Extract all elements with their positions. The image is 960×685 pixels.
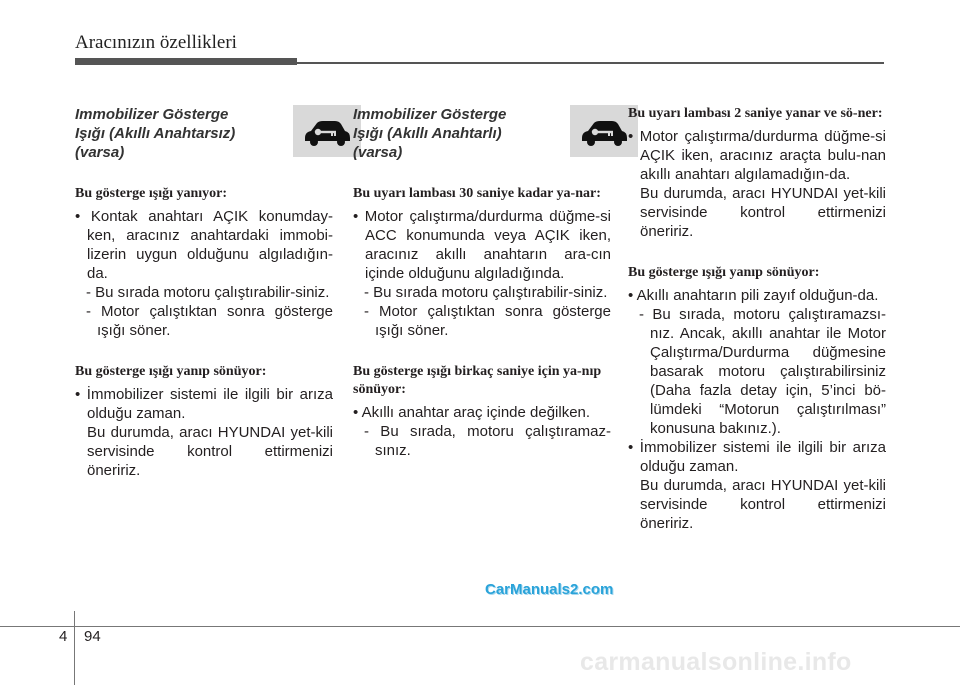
dash-item: - Motor çalıştıktan sonra gösterge ışığı söner.: [86, 303, 333, 339]
bullet-item: • Akıllı anahtarın pili zayıf olduğun-da.: [628, 287, 879, 304]
paragraph: Bu durumda, aracı HYUNDAI yet-kili servisinde kontrol ettirmenizi öneririz.: [87, 424, 333, 479]
bullet-item: • İmmobilizer sistemi ile ilgili bir arıza olduğu zaman.: [628, 439, 886, 475]
subheading: Bu gösterge ışığı yanıp sönüyor:: [75, 364, 267, 379]
section-title-line-2: Işığı (Akıllı Anahtarsız): [75, 125, 236, 142]
dash-item: - Bu sırada motoru çalıştırabilir-siniz.: [86, 284, 330, 301]
section-title-line-2: Işığı (Akıllı Anahtarlı): [353, 125, 502, 142]
paragraph: Bu durumda, aracı HYUNDAI yet-kili servisinde kontrol ettirmenizi öneririz.: [640, 185, 886, 240]
dash-item: - Bu sırada motoru çalıştırabilir-siniz.: [364, 284, 608, 301]
dash-item: - Bu sırada, motoru çalıştıramazsı-nız. Ancak, akıllı anahtar ile Motor Çalıştırma/Durdurma düğmesine basarak motoru çalıştırabilirsiniz (Daha fazla detay için, 5’inci bö-lümdeki “Motorun çalıştırılması” konusuna bakınız.).: [639, 306, 886, 437]
subheading: Bu gösterge ışığı birkaç saniye için ya-nıp sönüyor:: [353, 364, 602, 397]
chapter-number: 4: [59, 628, 68, 645]
section-title-line-3: (varsa): [353, 144, 403, 161]
subheading: Bu gösterge ışığı yanıyor:: [75, 186, 228, 201]
bullet-item: • Akıllı anahtar araç içinde değilken.: [353, 404, 591, 421]
page-number: 94: [84, 628, 101, 645]
footer-divider: [74, 611, 75, 685]
column-2: [353, 105, 611, 460]
car-key-icon: [293, 105, 361, 157]
subheading: Bu uyarı lambası 2 saniye yanar ve sö-ner:: [628, 106, 883, 121]
subheading: Bu uyarı lambası 30 saniye kadar ya-nar:: [353, 186, 601, 201]
dash-item: - Motor çalıştıktan sonra gösterge ışığı söner.: [364, 303, 611, 339]
dash-item: - Bu sırada, motoru çalıştıramaz-sınız.: [364, 423, 611, 459]
watermark-carmanuals[interactable]: CarManuals2.com: [485, 581, 614, 598]
bullet-item: • Motor çalıştırma/durdurma düğme-si AÇIK iken, aracınız araçta bulu-nan akıllı anahtarı algılamadığın-da.: [628, 128, 886, 183]
watermark-site[interactable]: carmanualsonline.info: [580, 648, 852, 676]
header-bar-thick: [75, 58, 297, 65]
footer-rule: [0, 626, 960, 627]
bullet-item: • İmmobilizer sistemi ile ilgili bir arıza olduğu zaman.: [75, 386, 333, 422]
header-title: Aracınızın özellikleri: [75, 32, 237, 53]
section-title-line-1: Immobilizer Gösterge: [353, 106, 507, 123]
column-1: [75, 105, 333, 480]
column-3: [628, 105, 886, 533]
header-bar-thin: [297, 62, 884, 64]
section-title-line-1: Immobilizer Gösterge: [75, 106, 229, 123]
bullet-item: • Kontak anahtarı AÇIK konumday-ken, aracınız anahtardaki immobi-lizerin uygun olduğunu algıladığın-da.: [75, 208, 333, 282]
subheading: Bu gösterge ışığı yanıp sönüyor:: [628, 265, 820, 280]
paragraph: Bu durumda, aracı HYUNDAI yet-kili servisinde kontrol ettirmenizi öneririz.: [640, 477, 886, 532]
bullet-item: • Motor çalıştırma/durdurma düğme-si ACC konumunda veya AÇIK iken, aracınız akıllı anahtarın ara-cın içinde olduğunu algıladığında.: [353, 208, 611, 282]
section-title-line-3: (varsa): [75, 144, 125, 161]
